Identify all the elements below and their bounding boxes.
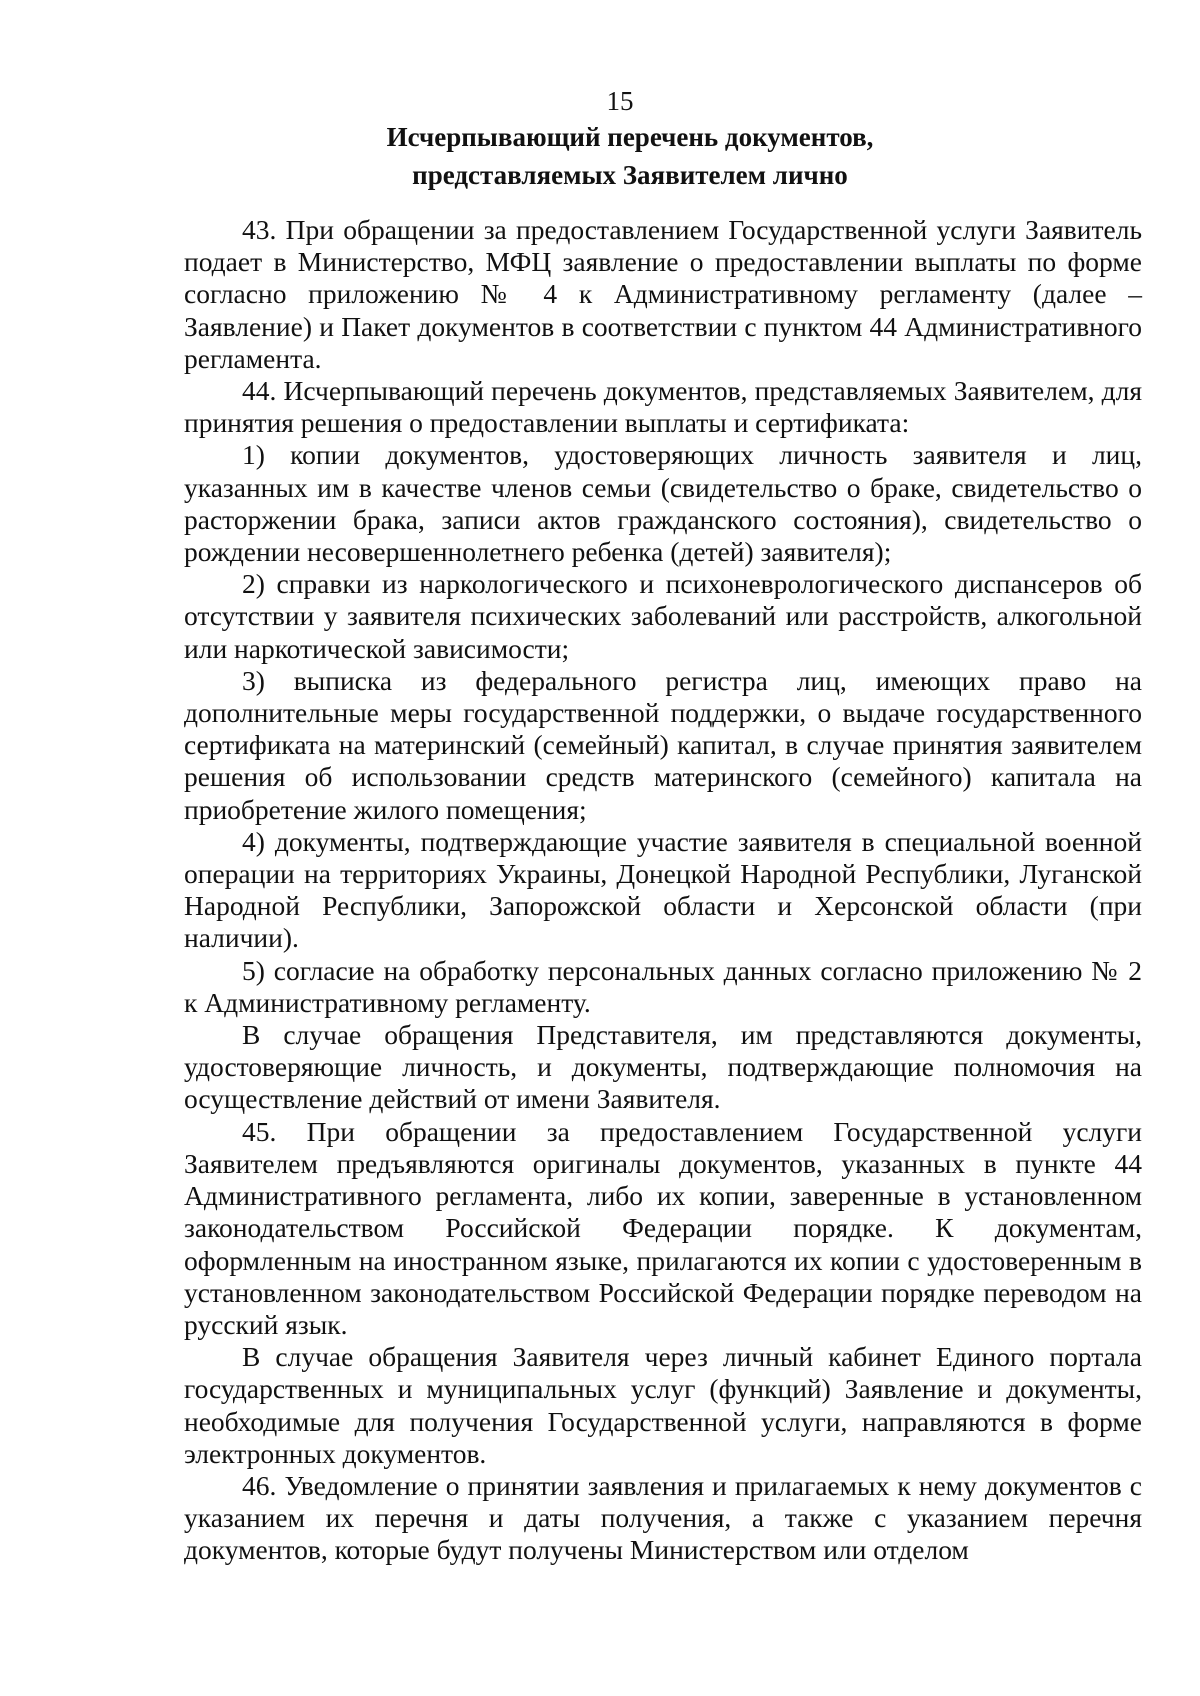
document-body xyxy=(184,214,1142,1567)
electronic-submission-paragraph: В случае обращения Заявителя через личный кабинет Единого портала государственных и муниципальных услуг (функций) Заявление и документы, необходимые для получения Государственной услуги, направляются в форме электронных документов. xyxy=(184,1341,1142,1469)
list-item-5: 5) согласие на обработку персональных данных согласно приложению № 2 к Административному регламенту. xyxy=(184,954,1142,1018)
section-title xyxy=(184,118,1076,194)
list-item-4: 4) документы, подтверждающие участие заявителя в специальной военной операции на территориях Украины, Донецкой Народной Республики, Луганской Народной Республики, Запорожской области и Херсонской области (при наличии). xyxy=(184,825,1142,954)
list-item-1: 1) копии документов, удостоверяющих личность заявителя и лиц, указанных им в качестве членов семьи (свидетельство о браке, свидетельство о расторжении брака, записи актов гражданского состояния), свидетельство о рождении несовершеннолетнего ребенка (детей) заявителя); xyxy=(184,439,1142,568)
representative-paragraph: В случае обращения Представителя, им представляются документы, удостоверяющие личность, и документы, подтверждающие полномочия на осуществление действий от имени Заявителя. xyxy=(184,1019,1142,1115)
paragraph-44: 44. Исчерпывающий перечень документов, представляемых Заявителем, для принятия решения о предоставлении выплаты и сертификата: xyxy=(184,375,1142,439)
section-title-line: Исчерпывающий перечень документов, xyxy=(386,122,874,152)
paragraph-46: 46. Уведомление о принятии заявления и прилагаемых к нему документов с указанием их перечня и даты получения, а также с указанием перечня документов, которые будут получены Министерством или отделом xyxy=(184,1469,1142,1566)
section-title-line: представляемых Заявителем лично xyxy=(412,160,848,190)
list-item-3: 3) выписка из федерального регистра лиц, имеющих право на дополнительные меры государственной поддержки, о выдаче государственного сертификата на материнский (семейный) капитал, в случае принятия заявителем решения об использовании средств материнского (семейного) капитала на приобретение жилого помещения; xyxy=(184,664,1142,825)
paragraph-45: 45. При обращении за предоставлением Государственной услуги Заявителем предъявляются оригиналы документов, указанных в пункте 44 Административного регламента, либо их копии, заверенные в установленном законодательством Российской Федерации порядке. К документам, оформленным на иностранном языке, прилагаются их копии с удостоверенным в установленном законодательством Российской Федерации порядке переводом на русский язык. xyxy=(184,1115,1142,1340)
list-item-2: 2) справки из наркологического и психоневрологического диспансеров об отсутствии у заявителя психических заболеваний или расстройств, алкогольной или наркотической зависимости; xyxy=(184,568,1142,664)
page-number: 15 xyxy=(606,86,634,116)
paragraph-43: 43. При обращении за предоставлением Государственной услуги Заявитель подает в Министерство, МФЦ заявление о предоставлении выплаты по форме согласно приложению № 4 к Административному регламенту (далее – Заявление) и Пакет документов в соответствии с пунктом 44 Административного регламента. xyxy=(184,214,1142,374)
